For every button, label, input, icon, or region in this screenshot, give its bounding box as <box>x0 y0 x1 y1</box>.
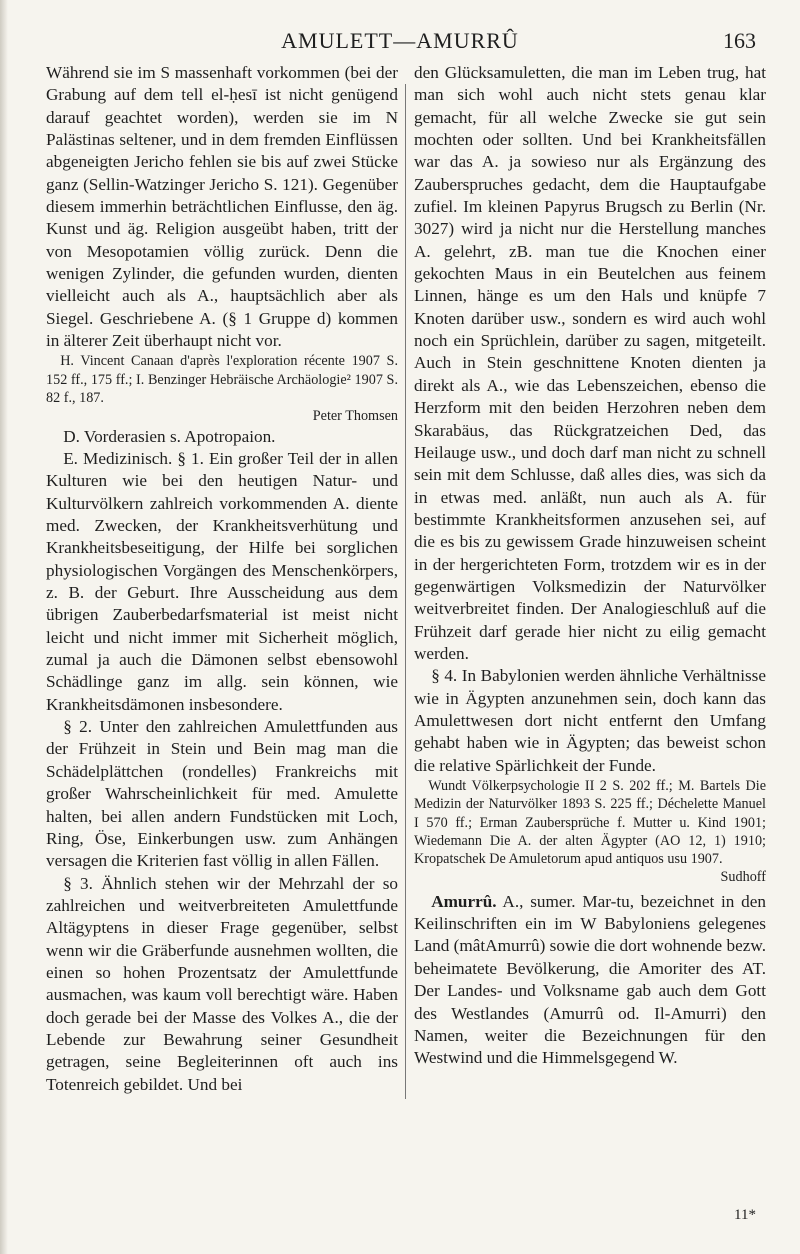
reference-list-thomsen: H. Vincent Canaan d'après l'exploration récente 1907 S. 152 ff., 175 ff.; I. Benzinger Hebräische Archäologie² 1907 S. 82 f., 187. <box>46 353 398 407</box>
reference-list-sudhoff: Wundt Völkerpsychologie II 2 S. 202 ff.; M. Bartels Die Medizin der Naturvölker 1893 S. 225 ff.; Déchelette Manuel I 570 ff.; Erman Zaubersprüche f. Mutter u. Kind 1901; Wiedemann Die A. der alten Ägypter (AO 12, 1) 1910; Kropatschek De Amuletorum apud antiquos usu 1907. <box>414 778 766 868</box>
running-head: AMULETT—AMURRÛ <box>281 28 519 53</box>
entry-amurru <box>414 891 766 1070</box>
page-header <box>0 22 800 62</box>
paragraph-palestine-amulets: Während sie im S massenhaft vorkommen (bei der Grabung auf dem tell el-ḥesī ist nicht genügend darauf geachtet worden), werden sie im N Palästinas seltener, und in dem fremden Einflüssen abgeneigten Jericho fehlen sie bis auf zwei Stücke ganz (Sellin-Watzinger Jericho S. 121). Gegenüber diesem immerhin beträchtlichen Einflusse, den äg. Kunst und äg. Religion ausgeübt haben, tritt der von Mesopotamien völlig zurück. Denn die wenigen Zylinder, die gefunden wurden, dienten vielleicht auch als A., hauptsächlich aber als Siegel. Geschriebene A. (§ 1 Gruppe d) kommen in älterer Zeit überhaupt nicht vor. <box>46 63 398 351</box>
paragraph-egypt-amulets-continued: den Glücksamuletten, die man im Leben trug, hat man sich wohl auch nicht stets genau klar gemacht, für all welche Zwecke sie gut sein mochten oder sollten. Und bei Krankheitsfällen war das A. ja sowieso nur als Ergänzung des Zauberspruches gedacht, dem die Hauptaufgabe zufiel. Im kleinen Papyrus Brugsch zu Berlin (Nr. 3027) wird ja nicht nur die Herstellung manches A. gelehrt, zB. man tue die Knochen einer gekochten Maus in ein Beutelchen aus feinem Linnen, hänge es um den Hals und knüpfe 7 Knoten darüber usw., sondern es wird auch wohl noch ein Sprüchlein, darüber zu sagen, mitgeteilt. Auch in Stein geschnittene Knoten dienten ja direkt als A., wie das Lebenszeichen, ebenso die Herzform mit den beiden Herzohren neben dem Skarabäus, das Rückgratzeichen Ded, das Heilauge usw., und doch darf man nicht zu schnell sein mit dem Schlusse, daß alles dies, was sich da in etwas med. anläßt, nun auch als A. für bestimmte Krankheitsformen anzusehen sei, auf die es bis zu gewissem Grade hinzuweisen scheint in der hergerichteten Form, trotzdem wir es in der gegenwärtigen Volksmedizin der Naturvölker weitverbreitet finden. Der Analogieschluß auf die Frühzeit darf gerade hier nicht zu eilig gemacht werden. <box>414 63 766 663</box>
right-column <box>414 62 766 1070</box>
left-column <box>46 62 398 1096</box>
author-signature-thomsen: Peter Thomsen <box>312 408 398 425</box>
author-signature-sudhoff: Sudhoff <box>720 869 766 886</box>
column-divider <box>405 84 406 1099</box>
section-e-paragraph-3: § 3. Ähnlich stehen wir der Mehrzahl der so zahlreichen und weitverbreiteten Amulettfunde Altägyptens in dieser Frage gegenüber, selbst wenn wir die Gräberfunde ausnehmen wollten, die einen so hohen Prozentsatz der Amulettfunde ausmachen, was kaum voll berechtigt wäre. Haben doch gerade bei der Masse des Volkes A., die der Lebende zur Bewahrung seiner Gesundheit getragen, seine Begleiterinnen oft auch ins Totenreich gebildet. Und bei <box>46 873 398 1094</box>
scan-edge-shadow <box>0 0 8 1254</box>
printer-signature-mark: 11* <box>734 1207 756 1223</box>
section-e-paragraph-4: § 4. In Babylonien werden ähnliche Verhältnisse wie in Ägypten anzunehmen sein, doch kann das Amulettwesen dort nicht entfernt den Umfang gehabt haben wie in Ägypten; das beweist schon die relative Spärlichkeit der Funde. <box>414 666 766 775</box>
entry-amurru-text: A., sumer. Mar-tu, bezeichnet in den Keilinschriften ein im W Babyloniens gelegenes Land (mâtAmurrû) sowie die dort wohnende bezw. beheimatete Bevölkerung, die Amoriter des AT. Der Landes- und Volksname gab auch dem Gott des Westlandes (Amurrû od. Il-Amurri) den Namen, weiter die Bezeichnungen für den Westwind und die Himmelsgegend W. <box>414 891 766 1068</box>
section-e-paragraph-1: E. Medizinisch. § 1. Ein großer Teil der in allen Kulturen wie bei den heutigen Natur- und Kulturvölkern zahlreich vorkommenden A. diente med. Zwecken, der Krankheitsverhütung und Krankheitsbeseitigung, der Hilfe bei sorglichen physiologischen Vorgängen des Menschenkörpers, z. B. der Geburt. Ihre Ausscheidung aus dem übrigen Zauberbedarfsmaterial ist meist nicht leicht und nicht immer mit Sicherheit möglich, zumal ja auch die Dämonen selbst ebensowohl Schädlinge ganz im allg. sein können, wie Krankheitsdämonen insbesondere. <box>46 449 398 714</box>
headword-amurru: Amurrû. <box>431 891 497 911</box>
section-d-heading: D. Vorderasien s. Apotropaion. <box>63 426 276 446</box>
page-number: 163 <box>723 28 756 53</box>
section-e-paragraph-2: § 2. Unter den zahlreichen Amulettfunden aus der Frühzeit in Stein und Bein mag man die Schädelplättchen (rondelles) Frankreichs mit großer Wahrscheinlichkeit für med. Amulette halten, bei allen andern Fundstücken mit Loch, Ring, Öse, Einkerbungen usw. zum Anhängen versagen die Kriterien fast völlig in allen Fällen. <box>46 717 398 871</box>
